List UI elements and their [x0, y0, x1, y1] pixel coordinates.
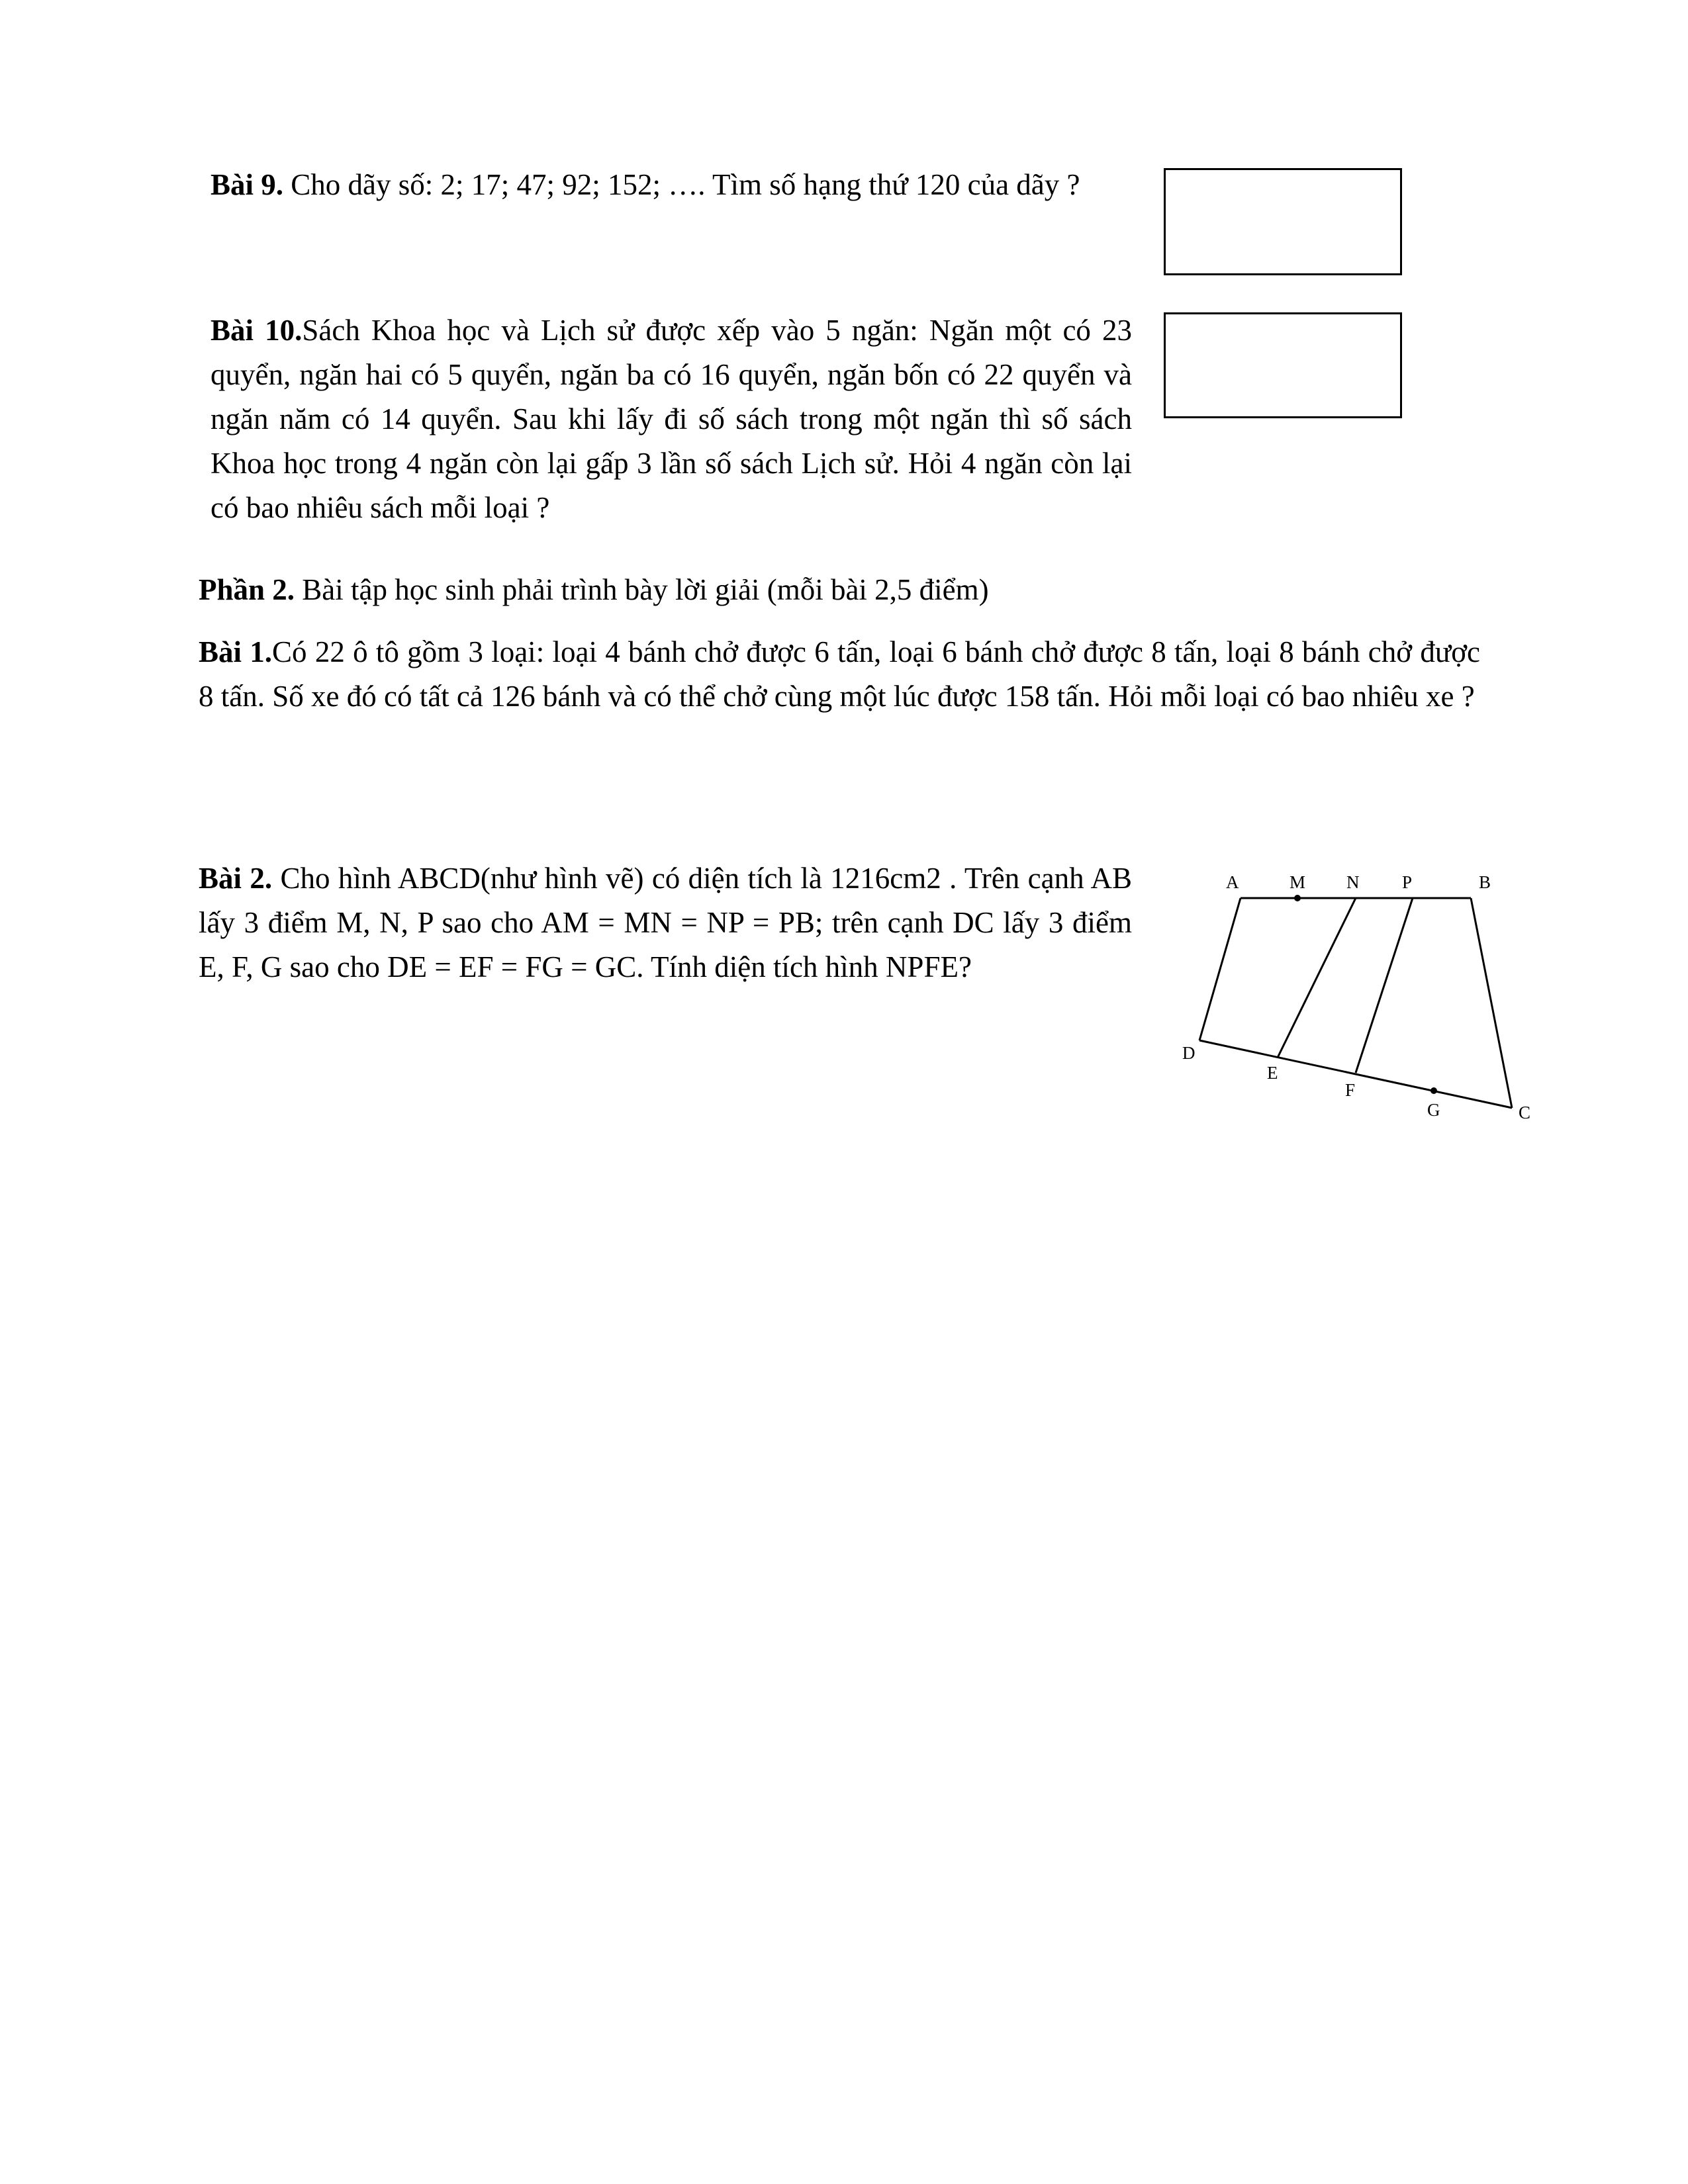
segment-pf — [1356, 898, 1413, 1073]
problem-10-label: Bài 10. — [211, 314, 303, 347]
label-b: B — [1479, 872, 1491, 892]
part2-text: Bài tập học sinh phải trình bày lời giải (mỗi bài 2,5 điểm) — [295, 573, 989, 606]
trapezoid-figure — [1165, 860, 1562, 1138]
segment-ne — [1278, 898, 1356, 1058]
part2-heading — [199, 568, 1489, 612]
part2-problem-1 — [199, 630, 1480, 719]
part2-problem-1-label: Bài 1. — [199, 635, 273, 668]
label-f: F — [1345, 1080, 1356, 1100]
label-g: G — [1427, 1100, 1440, 1120]
problem-10-text: Sách Khoa học và Lịch sử được xếp vào 5 ngăn: Ngăn một có 23 quyển, ngăn hai có 5 quyển, ngăn ba có 16 quyển, ngăn bốn có 22 quyển và ngăn năm có 14 quyển. Sau khi lấy đi số sách trong một ngăn thì số sách Khoa học trong 4 ngăn còn lại gấp 3 lần số sách Lịch sử. Hỏi 4 ngăn còn lại có bao nhiêu sách mỗi loại ? — [211, 314, 1132, 524]
problem-10 — [211, 308, 1132, 530]
answer-box-10[interactable] — [1164, 312, 1402, 418]
problem-9-text: Cho dãy số: 2; 17; 47; 92; 152; …. Tìm số hạng thứ 120 của dãy ? — [283, 168, 1080, 201]
part2-problem-2-label: Bài 2. — [199, 862, 273, 895]
problem-9-label: Bài 9. — [211, 168, 284, 201]
label-d: D — [1182, 1043, 1196, 1063]
point-g — [1430, 1087, 1437, 1094]
side-bc — [1471, 898, 1512, 1108]
part2-problem-1-text: Có 22 ô tô gồm 3 loại: loại 4 bánh chở được 6 tấn, loại 6 bánh chở được 8 tấn, loại 8 bánh chở được 8 tấn. Số xe đó có tất cả 126 bánh và có thể chở cùng một lúc được 158 tấn. Hỏi mỗi loại có bao nhiêu xe ? — [199, 635, 1480, 713]
label-p: P — [1402, 872, 1413, 892]
side-da — [1199, 898, 1241, 1040]
part2-problem-2 — [199, 856, 1132, 989]
answer-box-9[interactable] — [1164, 168, 1402, 275]
label-m: M — [1289, 872, 1306, 892]
part2-problem-2-text: Cho hình ABCD(như hình vẽ) có diện tích là 1216cm2 . Trên cạnh AB lấy 3 điểm M, N, P sao cho AM = MN = NP = PB; trên cạnh DC lấy 3 điểm E, F, G sao cho DE = EF = FG = GC. Tính diện tích hình NPFE? — [199, 862, 1132, 983]
label-a: A — [1226, 872, 1239, 892]
label-e: E — [1267, 1063, 1278, 1083]
part2-label: Phần 2. — [199, 573, 295, 606]
label-n: N — [1346, 872, 1360, 892]
label-c: C — [1519, 1103, 1531, 1122]
side-cd — [1199, 1040, 1512, 1108]
problem-9 — [211, 163, 1132, 207]
point-m — [1294, 895, 1301, 901]
